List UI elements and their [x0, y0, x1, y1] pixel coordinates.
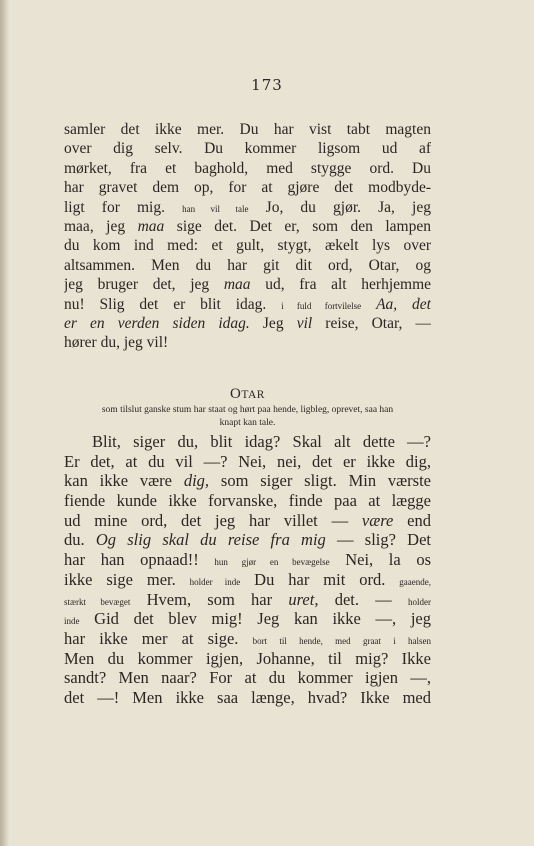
stage-direction	[60, 404, 435, 429]
emphasis: dig,	[183, 471, 210, 491]
paragraph-dialogue-otar	[64, 432, 431, 708]
text-line: du kom ind med: et gult, stygt, ækelt lys over	[64, 237, 431, 255]
paragraph-dialogue-johanne	[64, 120, 431, 353]
text-line: Er det, at du vil —? Nei, nei, det er ikke dig,	[64, 451, 431, 471]
text-line: fiende kunde ikke forvanske, finde paa at lægge	[64, 491, 431, 511]
text-line: over dig selv. Du kommer ligsom ud af	[64, 140, 431, 158]
stage-direction-inline: hun gjør en bevægelse	[214, 557, 330, 568]
emphasis: være	[361, 510, 394, 530]
text-line: Blit, siger du, blit idag? Skal alt dette —?	[92, 432, 431, 451]
text-line: hører du, jeg vil!	[64, 334, 169, 352]
stage-direction-line: knapt kan tale.	[219, 417, 276, 428]
stage-direction-inline: inde	[64, 616, 80, 627]
speaker-name: OTAR	[230, 386, 265, 402]
text-line: har ikke mer at sige. bort til hende, med graat i halsen	[64, 628, 431, 648]
text-line: det —! Men ikke saa længe, hvad? Ikke med	[64, 687, 431, 707]
emphasis: Aa, det	[376, 295, 431, 313]
emphasis: er en verden siden idag.	[64, 314, 250, 332]
stage-direction-inline: holder	[407, 596, 431, 607]
emphasis: uret,	[288, 589, 319, 609]
text-line: kan ikke være dig, som siger sligt. Min værste	[64, 471, 431, 491]
text-line: har han opnaad!! hun gjør en bevægelse Nei, la os	[64, 550, 431, 570]
text-line: ligt for mig. han vil tale Jo, du gjør. Ja, jeg	[64, 198, 431, 216]
emphasis: vil	[296, 314, 313, 332]
text-line: sandt? Men naar? For at du kommer igjen —,	[64, 668, 431, 688]
text-line: ikke sige mer. holder inde Du har mit ord. gaaende,	[64, 569, 431, 589]
page-number: 173	[251, 76, 283, 94]
stage-direction-inline: holder inde	[189, 576, 241, 587]
stage-direction-inline: han vil tale	[182, 203, 249, 214]
text-line: maa, jeg maa sige det. Det er, som den lampen	[64, 217, 431, 235]
text-line: er en verden siden idag. Jeg vil reise, Otar, —	[64, 314, 431, 332]
text-line: du. Og slig skal du reise fra mig — slig? Det	[64, 530, 431, 550]
text-line: inde Gid det blev mig! Jeg kan ikke —, jeg	[64, 609, 431, 629]
text-line: nu! Slig det er blit idag. i fuld fortvilelse Aa, det	[64, 295, 431, 313]
text-line: har gravet dem op, for at gjøre det modbyde-	[64, 179, 431, 197]
page-edge	[0, 0, 9, 846]
text-line: samler det ikke mer. Du har vist tabt magten	[64, 121, 431, 138]
text-line: stærkt bevæget Hvem, som har uret, det. — holder	[64, 589, 431, 609]
stage-direction-inline: stærkt bevæget	[64, 596, 131, 607]
text-line: Men du kommer igjen, Johanne, til mig? Ikke	[64, 648, 431, 668]
text-line: ud mine ord, det jeg har villet — være end	[64, 510, 431, 530]
stage-direction-inline: gaaende,	[399, 576, 431, 587]
emphasis: maa	[223, 276, 251, 294]
emphasis: maa	[137, 217, 165, 235]
stage-direction-inline: bort til hende, med graat i halsen	[252, 635, 431, 646]
stage-direction-line: som tilslut ganske stum har staat og hørt paa hende, ligbleg, oprevet, saa han	[101, 405, 394, 415]
stage-direction-inline: i fuld fortvilelse	[281, 300, 362, 311]
text-line: jeg bruger det, jeg maa ud, fra alt herhjemme	[64, 276, 431, 294]
text-line: altsammen. Men du har git dit ord, Otar, og	[64, 256, 431, 274]
emphasis: Og slig skal du reise fra mig	[95, 530, 326, 550]
text-line: mørket, fra et baghold, med stygge ord. Du	[64, 159, 431, 177]
